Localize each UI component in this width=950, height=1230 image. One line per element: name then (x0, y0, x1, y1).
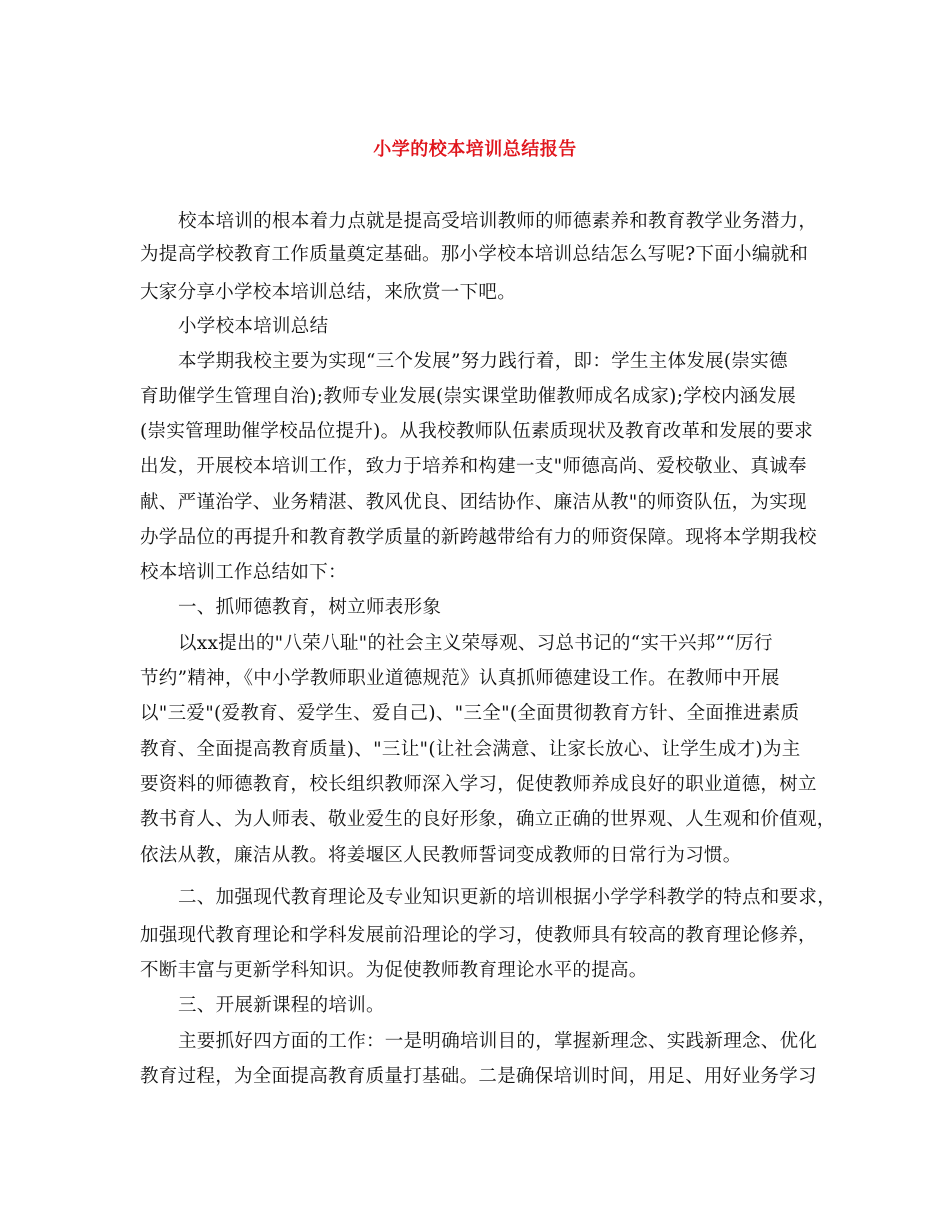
paragraph-line: 出发，开展校本培训工作，致力于培养和构建一支"师德高尚、爱校敬业、真诚奉 (140, 456, 807, 477)
paragraph-line: 献、严谨治学、业务精湛、教风优良、团结协作、廉洁从教"的师资队伍，为实现 (140, 492, 807, 513)
paragraph-line: 校本培训工作总结如下： (140, 562, 347, 583)
section-heading: 一、抓师德教育，树立师表形象 (178, 597, 442, 618)
paragraph-line: (崇实管理助催学校品位提升)。从我校教师队伍素质现状及教育改革和发展的要求 (140, 421, 814, 442)
paragraph-line: 不断丰富与更新学科知识。为促使教师教育理论水平的提高。 (140, 960, 648, 981)
paragraph-line: 本学期我校主要为实现“三个发展”努力践行着，即：学生主体发展(崇实德 (178, 351, 788, 372)
paragraph-line: 主要抓好四方面的工作：一是明确培训目的，掌握新理念、实践新理念、优化 (178, 1031, 818, 1052)
section-heading: 二、加强现代教育理论及专业知识更新的培训根据小学学科教学的特点和要求， (178, 887, 837, 908)
paragraph-line: 节约”精神，《中小学教师职业道德规范》认真抓师德建设工作。在教师中开展 (140, 668, 780, 689)
paragraph-line: 教书育人、为人师表、敬业爱生的良好形象，确立正确的世界观、人生观和价值观， (140, 809, 836, 830)
paragraph-line: 以xx提出的"八荣八耻"的社会主义荣辱观、习总书记的“实干兴邦”“厉行 (178, 633, 773, 654)
paragraph-line: 教育过程，为全面提高教育质量打基础。二是确保培训时间，用足、用好业务学习 (140, 1066, 817, 1087)
paragraph-line: 以"三爱"(爱教育、爱学生、爱自己)、"三全"(全面贯彻教育方针、全面推进素质 (140, 703, 800, 724)
paragraph-line: 办学品位的再提升和教育教学质量的新跨越带给有力的师资保障。现将本学期我校 (140, 527, 817, 548)
paragraph-line: 大家分享小学校本培训总结，来欣赏一下吧。 (140, 282, 517, 303)
paragraph-line: 依法从教，廉洁从教。将姜堰区人民教师誓词变成教师的日常行为习惯。 (140, 845, 742, 866)
paragraph-line: 教育、全面提高教育质量)、"三让"(让社会满意、让家长放心、让学生成才)为主 (140, 739, 801, 760)
paragraph-line: 要资料的师德教育，校长组织教师深入学习，促使教师养成良好的职业道德，树立 (140, 774, 817, 795)
paragraph-line: 育助催学生管理自治);教师专业发展(崇实课堂助催教师成名成家);学校内涵发展 (140, 386, 797, 407)
paragraph-line: 为提高学校教育工作质量奠定基础。那小学校本培训总结怎么写呢?下面小编就和 (140, 244, 809, 265)
paragraph-line: 校本培训的根本着力点就是提高受培训教师的师德素养和教育教学业务潜力， (178, 211, 818, 232)
document-title: 小学的校本培训总结报告 (373, 139, 577, 160)
paragraph-line: 加强现代教育理论和学科发展前沿理论的学习，使教师具有较高的教育理论修养， (140, 925, 817, 946)
section-heading: 小学校本培训总结 (178, 316, 329, 337)
section-heading: 三、开展新课程的培训。 (178, 995, 385, 1016)
